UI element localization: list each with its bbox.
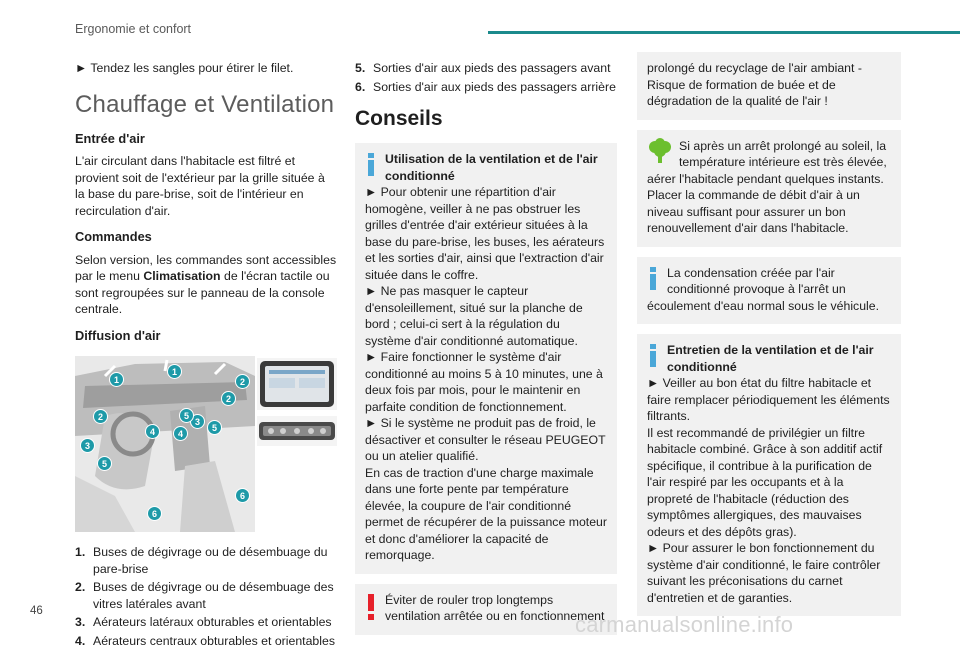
list-item: 1. Buses de dégivrage ou de désembuage du pare-brise — [75, 545, 328, 576]
condensation-text: La condensation créée par l'air conditionné provoque à l'arrêt un écoulement d'eau normal sous le véhicule. — [647, 265, 880, 313]
figure-marker: 2 — [235, 374, 250, 389]
info-box-line: ► Pour obtenir une répartition d'air homogène, veiller à ne pas obstruer les grilles d'entrée d'air extérieur situées à la base du pare-brise, les buses, les aérateurs et les sorties d'air, ainsi que l'extraction d'air située dans le coffre. — [365, 185, 605, 282]
info-box-title: Utilisation de la ventilation et de l'air conditionné — [385, 152, 598, 183]
eco-advice-box — [637, 130, 901, 247]
info-box-line: En cas de traction d'une charge maximale dans une forte pente par température élevée, la coupure de l'air conditionné permet de récupérer de la puissance moteur et donc d'améliorer la capacité de remorquage. — [365, 465, 607, 562]
diffusion-title: Diffusion d'air — [75, 327, 161, 343]
advice-heading: Conseils — [355, 107, 443, 130]
figure-marker: 5 — [207, 420, 222, 435]
warning-icon — [365, 594, 379, 620]
list-item: 6. Sorties d'air aux pieds des passagers arrière — [355, 79, 616, 94]
info-box-line: ► Si le système ne produit pas de froid, le désactiver et consulter le réseau PEUGEOT ou un atelier qualifié. — [365, 416, 606, 463]
maintenance-line: ► Pour assurer le bon fonctionnement du système d'air conditionné, le faire contrôler suivant les préconisations du carnet d'entretien et de garanties. — [647, 541, 881, 605]
info-box-line: ► Ne pas masquer le capteur d'ensoleillement, situé sur la planche de bord ; celui-ci sert à la régulation du système d'air conditionné automatique. — [365, 284, 583, 348]
figure-marker: 3 — [80, 438, 95, 453]
figure-marker: 4 — [173, 426, 188, 441]
column-1 — [75, 60, 337, 651]
list-item: 5. Sorties d'air aux pieds des passagers avant — [355, 61, 611, 75]
air-diffusion-illustration — [75, 356, 337, 532]
air-outlets-list — [75, 544, 337, 649]
list-item: 3. Aérateurs latéraux obturables et orientables — [75, 615, 332, 629]
header-accent-bar — [488, 31, 960, 34]
climate-panel-image — [257, 416, 337, 446]
section-heading: Chauffage et Ventilation — [75, 90, 335, 118]
figure-marker: 4 — [145, 424, 160, 439]
page-number: 46 — [30, 605, 43, 617]
controls-title: Commandes — [75, 229, 152, 244]
climate-panel-icon — [257, 416, 337, 446]
section-title: Ergonomie et confort — [75, 22, 192, 36]
air-intake-title: Entrée d'air — [75, 130, 145, 146]
ventilation-info-box — [355, 143, 617, 574]
warning-text-continued: prolongé du recyclage de l'air ambiant - Risque de formation de buée et de dégradation de la qualité de l'air ! — [647, 61, 862, 108]
info-icon — [647, 344, 661, 366]
figure-marker: 6 — [235, 488, 250, 503]
figure-marker: 6 — [147, 506, 162, 521]
list-item: 4. Aérateurs centraux obturables et orientables — [75, 633, 335, 648]
warning-text: Éviter de rouler trop longtemps ventilation arrêtée ou en fonctionnement — [385, 592, 605, 623]
column-3 — [637, 52, 901, 626]
maintenance-title: Entretien de la ventilation et de l'air conditionné — [667, 343, 874, 374]
maintenance-info-box — [637, 334, 901, 616]
eco-tree-icon — [647, 138, 673, 169]
maintenance-line: Il est recommandé de privilégier un filtre habitacle combiné. Grâce à son additif actif spécifique, il contribue à la purification de l'air respiré par les occupants et à la propreté de l'habitacle (réduction des symptômes allergiques, des mauvaises odeurs et des dépôts gras). — [647, 425, 883, 539]
figure-marker: 1 — [109, 372, 124, 387]
figure-marker: 2 — [93, 409, 108, 424]
figure-marker: 5 — [179, 408, 194, 423]
touchscreen-icon — [257, 358, 337, 410]
figure-marker: 3 — [190, 414, 205, 429]
info-box-line: ► Faire fonctionner le système d'air conditionné au moins 5 à 10 minutes, une à deux fois par mois, pour le maintenir en parfaite condition de fonctionnement. — [365, 350, 603, 414]
air-intake-text: L'air circulant dans l'habitacle est filtré et provient soit de l'extérieur par la grille située à la base du pare-brise, soit de l'intérieur en recirculation d'air. — [75, 154, 325, 218]
warning-box-continued — [637, 52, 901, 120]
info-icon — [365, 153, 379, 175]
watermark: carmanualsonline.info — [575, 612, 794, 637]
eco-advice-text: Si après un arrêt prolongé au soleil, la température intérieure est très élevée, aérer l'habitacle pendant quelques instants. Placer la commande de débit d'air à un niveau suffisant pour assurer un bon renouvellement d'air dans l'habitacle. — [647, 138, 887, 235]
figure-marker: 5 — [97, 456, 112, 471]
info-icon — [647, 267, 661, 289]
car-interior-diagram — [75, 356, 255, 532]
maintenance-line: ► Veiller au bon état du filtre habitacle et faire remplacer périodiquement les éléments filtrants. — [647, 376, 890, 423]
figure-marker: 2 — [221, 391, 236, 406]
column-2 — [355, 60, 617, 645]
condensation-info-box — [637, 257, 901, 325]
intro-bullet: ► Tendez les sangles pour étirer le filet. — [75, 61, 294, 75]
air-outlets-list-continued — [355, 60, 617, 95]
touchscreen-image — [257, 358, 337, 410]
controls-text: Selon version, les commandes sont accessibles par le menu Climatisation de l'écran tactile ou sont regroupées sur le panneau de la console centrale. — [75, 252, 337, 316]
figure-marker: 1 — [167, 364, 182, 379]
list-item: 2. Buses de dégivrage ou de désembuage des vitres latérales avant — [75, 580, 334, 611]
